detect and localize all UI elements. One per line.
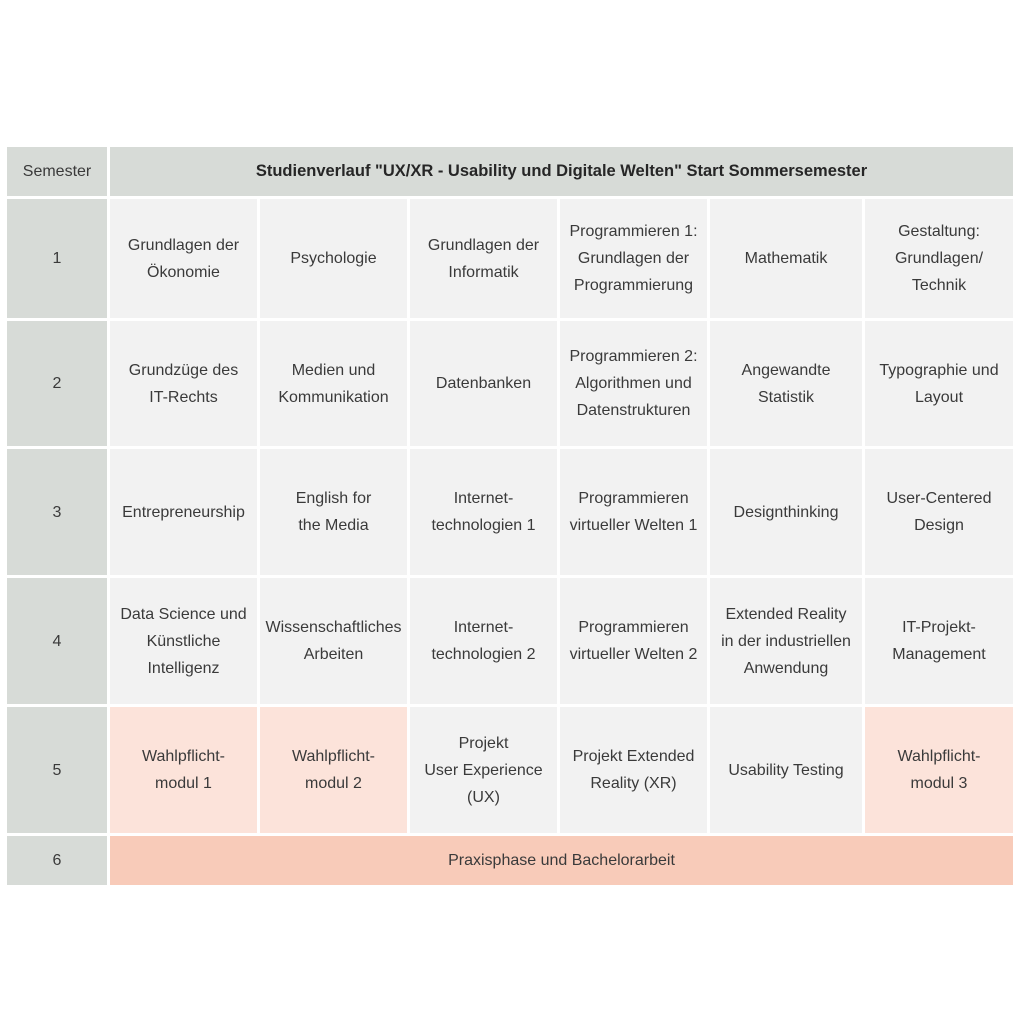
practice-phase-cell: Praxisphase und Bachelorarbeit — [110, 836, 1013, 885]
module-cell: Wissenschaftliches Arbeiten — [260, 578, 410, 707]
curriculum-table — [7, 147, 1013, 885]
module-cell: Programmieren 2: Algorithmen und Datenstrukturen — [560, 321, 710, 449]
semester-number: 6 — [7, 836, 110, 885]
module-cell: Data Science und Künstliche Intelligenz — [110, 578, 260, 707]
module-cell: Medien und Kommunikation — [260, 321, 410, 449]
module-cell: Extended Reality in der industriellen Anwendung — [710, 578, 865, 707]
module-cell: Internet- technologien 1 — [410, 449, 560, 578]
semester-number: 2 — [7, 321, 110, 449]
module-cell: User-Centered Design — [865, 449, 1013, 578]
semester-number: 4 — [7, 578, 110, 707]
elective-module-cell: Wahlpflicht- modul 1 — [110, 707, 260, 836]
table-header-row — [7, 147, 1013, 199]
elective-module-cell: Wahlpflicht- modul 3 — [865, 707, 1013, 836]
module-cell: Angewandte Statistik — [710, 321, 865, 449]
semester-number: 3 — [7, 449, 110, 578]
table-title: Studienverlauf "UX/XR - Usability und Digitale Welten" Start Sommersemester — [110, 147, 1013, 199]
module-cell: Gestaltung: Grundlagen/ Technik — [865, 199, 1013, 321]
semester-row-3 — [7, 449, 1013, 578]
module-cell: Mathematik — [710, 199, 865, 321]
elective-module-cell: Wahlpflicht- modul 2 — [260, 707, 410, 836]
module-cell: Typographie und Layout — [865, 321, 1013, 449]
semester-column-header: Semester — [7, 147, 110, 199]
semester-row-4 — [7, 578, 1013, 707]
module-cell: Grundlagen der Informatik — [410, 199, 560, 321]
module-cell: Programmieren 1: Grundlagen der Programmierung — [560, 199, 710, 321]
module-cell: Projekt Extended Reality (XR) — [560, 707, 710, 836]
module-cell: Usability Testing — [710, 707, 865, 836]
module-cell: English for the Media — [260, 449, 410, 578]
module-cell: Grundlagen der Ökonomie — [110, 199, 260, 321]
semester-number: 5 — [7, 707, 110, 836]
semester-row-2 — [7, 321, 1013, 449]
semester-row-6 — [7, 836, 1013, 885]
module-cell: IT-Projekt- Management — [865, 578, 1013, 707]
module-cell: Entrepreneurship — [110, 449, 260, 578]
module-cell: Designthinking — [710, 449, 865, 578]
module-cell: Datenbanken — [410, 321, 560, 449]
module-cell: Psychologie — [260, 199, 410, 321]
module-cell: Internet- technologien 2 — [410, 578, 560, 707]
semester-row-5 — [7, 707, 1013, 836]
semester-number: 1 — [7, 199, 110, 321]
module-cell: Programmieren virtueller Welten 1 — [560, 449, 710, 578]
module-cell: Grundzüge des IT-Rechts — [110, 321, 260, 449]
semester-row-1 — [7, 199, 1013, 321]
module-cell: Projekt User Experience (UX) — [410, 707, 560, 836]
module-cell: Programmieren virtueller Welten 2 — [560, 578, 710, 707]
